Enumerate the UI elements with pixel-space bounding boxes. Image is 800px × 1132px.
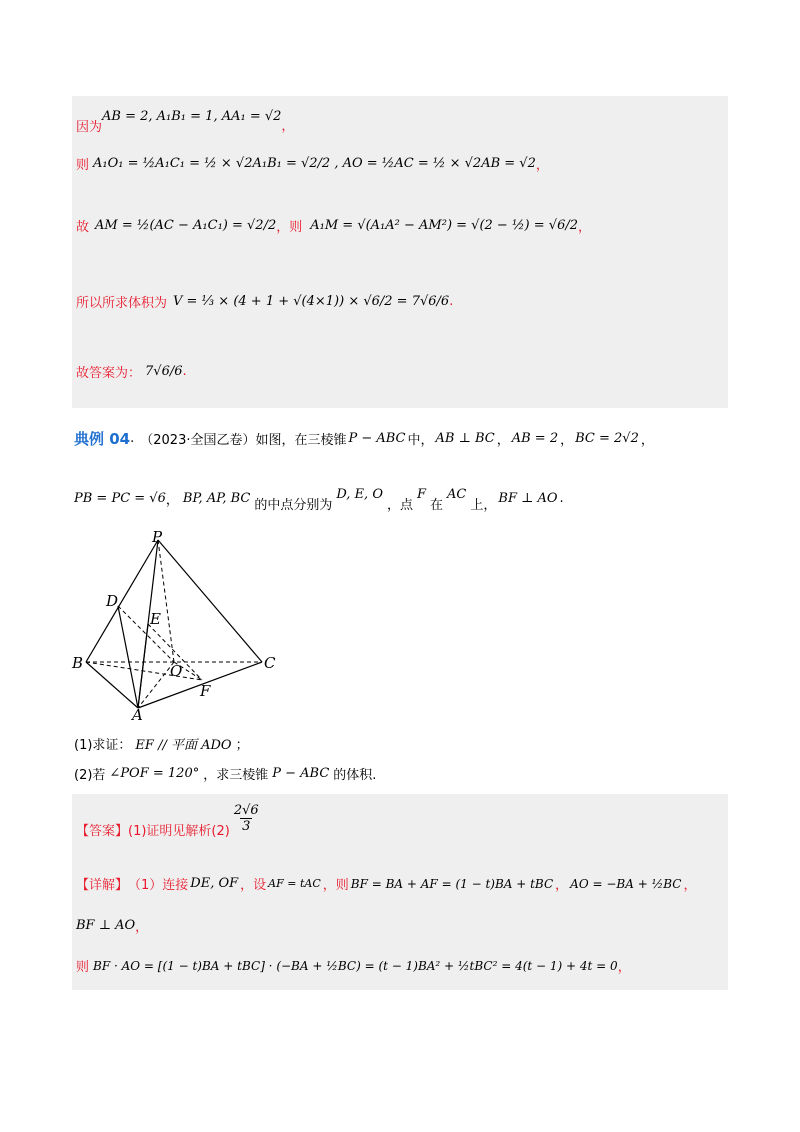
math: EF // 平面 ADO xyxy=(135,738,232,753)
math: BP, AP, BC xyxy=(182,491,251,506)
math: BF ⊥ AO xyxy=(76,918,136,933)
math: D, E, O xyxy=(336,487,383,502)
text: ， xyxy=(281,119,295,134)
math: BF · AO = [(1 − t)BA + tBC] · (−BA + ½BC) = (t − 1)BA² + ½tBC² = 4(t − 1) + 4t = 0 xyxy=(93,958,618,973)
text: . xyxy=(449,294,454,309)
detail-line-3 xyxy=(76,956,631,975)
answer-line xyxy=(76,798,263,839)
math: BF = BA + AF = (1 − t)BA + tBC xyxy=(350,876,554,891)
solution-line-1 xyxy=(76,102,294,135)
numerator: 2√6 xyxy=(233,803,259,818)
solution-box xyxy=(72,96,728,408)
math: AM = ½(AC − A₁C₁) = √2/2 xyxy=(95,218,277,233)
math: AO = −BA + ½BC xyxy=(570,876,682,891)
text: 上， xyxy=(470,498,497,513)
label-f: F xyxy=(200,682,211,700)
label-e: E xyxy=(150,610,161,628)
text: . xyxy=(130,431,135,446)
solution-line-2 xyxy=(76,154,549,173)
text: ， xyxy=(535,158,549,173)
math: PB = PC = √6 xyxy=(74,491,166,506)
math: AB = 2, A₁B₁ = 1, AA₁ = √2 xyxy=(102,109,282,124)
text: ， xyxy=(496,433,510,448)
text: ， xyxy=(165,493,179,508)
math: A₁M = √(A₁A² − AM²) = √(2 − ½) = √6/2 xyxy=(310,218,578,233)
answer-text: (1)证明见解析(2) xyxy=(128,824,230,839)
text: (2)若 xyxy=(74,768,106,783)
solution-line-5 xyxy=(76,362,187,381)
label-d: D xyxy=(106,592,119,610)
text: 在 xyxy=(430,498,444,513)
text: ， xyxy=(617,960,631,975)
text: ， xyxy=(555,878,569,893)
math: A₁O₁ = ½A₁C₁ = ½ × √2A₁B₁ = √2/2 , AO = ½AC = ½ × √2AB = √2 xyxy=(93,156,536,171)
math: AB = 2 xyxy=(511,431,559,446)
detail-line-1 xyxy=(76,874,696,893)
example-line-1 xyxy=(74,428,654,449)
text: ，则 xyxy=(276,220,303,235)
text: （1）连接 xyxy=(128,878,189,893)
text: 则 xyxy=(76,158,90,173)
label-p: P xyxy=(152,530,163,546)
detail-line-2 xyxy=(76,916,148,935)
text: ，则 xyxy=(322,878,349,893)
text: . xyxy=(559,491,564,506)
solution-line-3 xyxy=(76,216,591,235)
text: 因为 xyxy=(76,120,103,135)
text: 故 xyxy=(76,220,90,235)
math: P − ABC xyxy=(348,431,406,446)
text: 则 xyxy=(76,960,90,975)
text: ； xyxy=(235,738,249,753)
math: BF ⊥ AO xyxy=(498,491,558,506)
text: 中， xyxy=(407,433,434,448)
example-source: （2023·全国乙卷）如图，在三棱锥 xyxy=(140,433,347,448)
math: DE, OF xyxy=(190,876,239,891)
math: F xyxy=(417,487,427,502)
text: 故答案为： xyxy=(76,366,142,381)
solution-line-4 xyxy=(76,292,453,311)
question-1 xyxy=(74,734,249,753)
question-2 xyxy=(74,764,376,783)
text: ， xyxy=(640,433,654,448)
answer-box xyxy=(72,794,728,990)
text: ， xyxy=(683,878,697,893)
text: ， xyxy=(135,920,149,935)
example-line-2 xyxy=(74,484,564,513)
math: BC = 2√2 xyxy=(575,431,639,446)
label-c: C xyxy=(264,654,276,672)
math: AB ⊥ BC xyxy=(435,431,495,446)
answer-fraction xyxy=(232,803,261,834)
text: 所以所求体积为 xyxy=(76,296,168,311)
text: ， xyxy=(578,220,592,235)
math: AF = tAC xyxy=(268,877,321,890)
tetrahedron-figure xyxy=(66,530,286,720)
text: 的体积. xyxy=(333,768,377,783)
text: ， xyxy=(560,433,574,448)
text: ，点 xyxy=(386,498,413,513)
math: AC xyxy=(447,487,467,502)
answer-tag: 【答案】 xyxy=(76,824,129,839)
text: (1)求证： xyxy=(74,738,132,753)
detail-tag: 【详解】 xyxy=(76,878,129,893)
label-o: O xyxy=(170,662,183,680)
math: ∠POF = 120° xyxy=(109,766,200,781)
text: 的中点分别为 xyxy=(254,498,333,513)
label-a: A xyxy=(132,706,143,720)
math: V = ⅓ × (4 + 1 + √(4×1)) × √6/2 = 7√6/6 xyxy=(173,294,450,309)
text: . xyxy=(182,364,187,379)
text: ，设 xyxy=(240,878,267,893)
math: P − ABC xyxy=(272,766,330,781)
math: 7√6/6 xyxy=(145,364,183,379)
label-b: B xyxy=(72,654,84,672)
example-label: 典例 04 xyxy=(74,430,131,448)
denominator: 3 xyxy=(242,819,251,834)
text: ，求三棱锥 xyxy=(203,768,269,783)
